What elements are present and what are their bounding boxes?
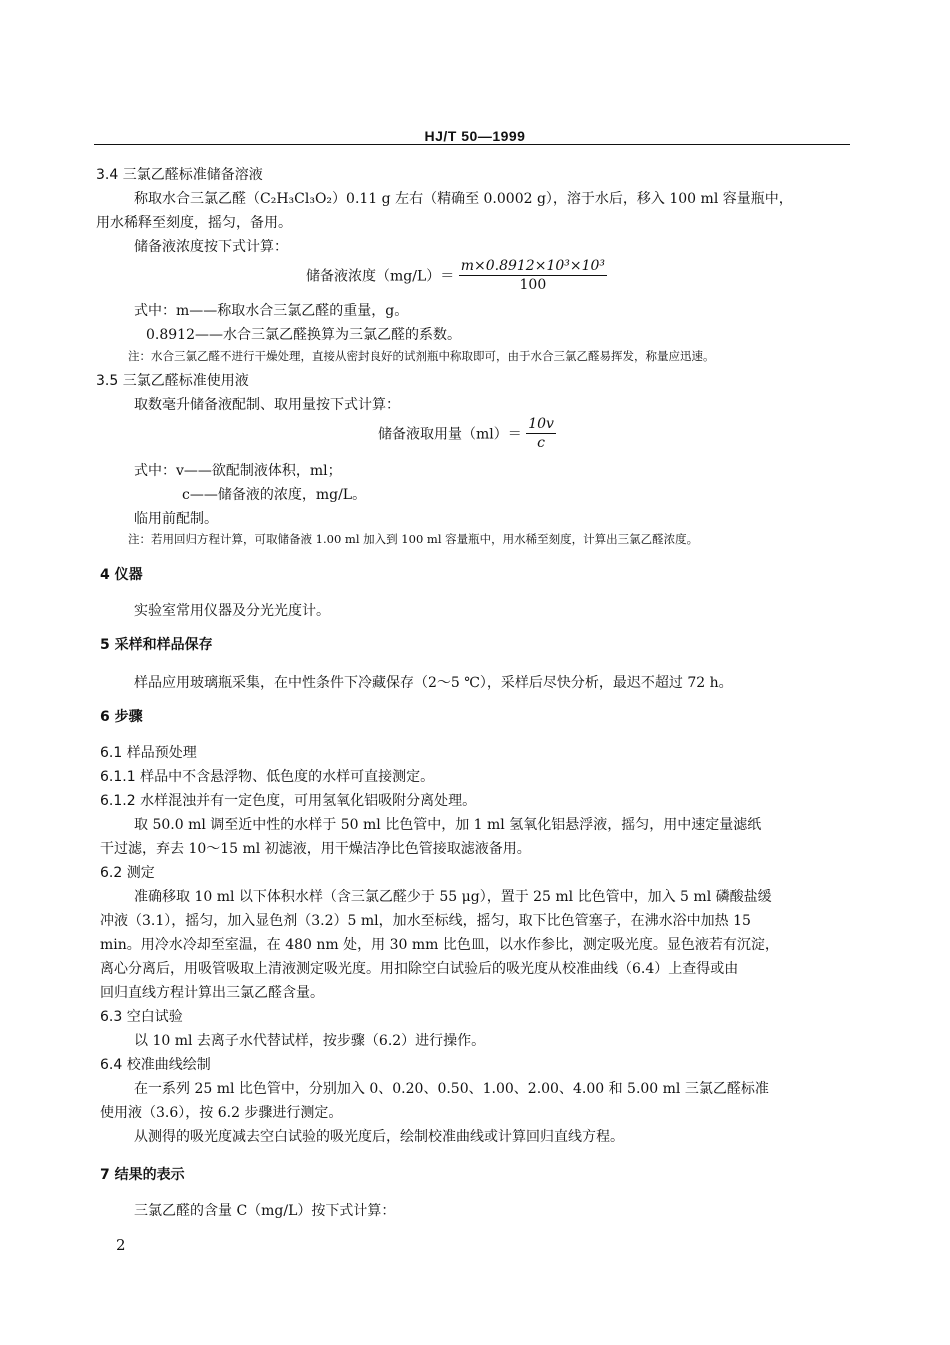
section-6-1-2-para-2: 干过滤，弃去 10～15 ml 初滤液，用干燥洁净比色管接取滤液备用。 — [100, 841, 531, 857]
section-6-4-title: 6.4 校准曲线绘制 — [100, 1057, 211, 1073]
section-6-3-para-1: 以 10 ml 去离子水代替试样，按步骤（6.2）进行操作。 — [134, 1033, 486, 1049]
section-6-4-para-1: 在一系列 25 ml 比色管中，分别加入 0、0.20、0.50、1.00、2.00、4.00 和 5.00 ml 三氯乙醛标准 — [134, 1081, 769, 1097]
header-rule — [94, 144, 850, 145]
section-6-2-para-4: 离心分离后，用吸管吸取上清液测定吸光度。用扣除空白试验后的吸光度从校准曲线（6.4）上查得或由 — [100, 961, 739, 977]
stock-concentration-formula — [306, 258, 607, 293]
section-6-2-para-3: min。用冷水冷却至室温，在 480 nm 处，用 30 mm 比色皿，以水作参比，测定吸光度。显色液若有沉淀， — [100, 937, 779, 953]
section-6-1-2: 6.1.2 水样混浊并有一定色度，可用氢氧化铝吸附分离处理。 — [100, 793, 477, 809]
formula-denominator: 100 — [519, 277, 547, 293]
section-3-4-title: 3.4 三氯乙醛标准储备溶液 — [96, 167, 263, 183]
section-6-3-title: 6.3 空白试验 — [100, 1009, 183, 1025]
formula-lhs: 储备液浓度（mg/L）＝ — [306, 268, 455, 285]
formula-lhs: 储备液取用量（ml）＝ — [378, 426, 522, 443]
formula-numerator: 10v — [528, 416, 554, 432]
usage-volume-formula — [378, 416, 556, 451]
section-6-1-1: 6.1.1 样品中不含悬浮物、低色度的水样可直接测定。 — [100, 769, 435, 785]
section-6-1-title: 6.1 样品预处理 — [100, 745, 197, 761]
section-3-5-para-2: 临用前配制。 — [134, 511, 218, 527]
section-6-title: 6 步骤 — [100, 709, 143, 725]
section-6-4-para-2: 使用液（3.6），按 6.2 步骤进行测定。 — [100, 1105, 343, 1121]
section-5-title: 5 采样和样品保存 — [100, 637, 213, 653]
page-number: 2 — [116, 1236, 126, 1254]
section-4-title: 4 仪器 — [100, 567, 143, 583]
section-3-4-para-1: 称取水合三氯乙醛（C₂H₃Cl₃O₂）0.11 g 左右（精确至 0.0002 g），溶于水后，移入 100 ml 容量瓶中， — [134, 191, 793, 207]
section-3-5-para-1: 取数毫升储备液配制、取用量按下式计算： — [134, 397, 400, 413]
section-7-para-1: 三氯乙醛的含量 C（mg/L）按下式计算： — [134, 1203, 396, 1219]
section-6-2-para-2: 冲液（3.1），摇匀，加入显色剂（3.2）5 ml，加水至标线，摇匀，取下比色管塞子，在沸水浴中加热 15 — [100, 913, 751, 929]
formula-fraction — [459, 258, 607, 293]
section-3-4-note: 注：水合三氯乙醛不进行干燥处理，直接从密封良好的试剂瓶中称取即可，由于水合三氯乙醛易挥发，称量应迅速。 — [128, 349, 715, 363]
section-7-title: 7 结果的表示 — [100, 1167, 185, 1183]
section-3-4-para-3: 储备液浓度按下式计算： — [134, 239, 288, 255]
section-4-para-1: 实验室常用仪器及分光光度计。 — [134, 603, 330, 619]
section-3-5-where-2: c——储备液的浓度，mg/L。 — [182, 487, 367, 503]
section-3-4-where-2: 0.8912——水合三氯乙醛换算为三氯乙醛的系数。 — [146, 327, 461, 343]
section-3-5-title: 3.5 三氯乙醛标准使用液 — [96, 373, 249, 389]
section-6-2-para-5: 回归直线方程计算出三氯乙醛含量。 — [100, 985, 324, 1001]
section-3-5-note: 注：若用回归方程计算，可取储备液 1.00 ml 加入到 100 ml 容量瓶中，用水稀至刻度，计算出三氯乙醛浓度。 — [128, 532, 699, 546]
section-3-5-where-1: 式中：v——欲配制液体积，ml； — [134, 463, 342, 479]
section-6-2-para-1: 准确移取 10 ml 以下体积水样（含三氯乙醛少于 55 μg），置于 25 ml 比色管中，加入 5 ml 磷酸盐缓 — [134, 889, 772, 905]
formula-denominator: c — [537, 435, 545, 451]
section-6-4-para-3: 从测得的吸光度减去空白试验的吸光度后，绘制校准曲线或计算回归直线方程。 — [134, 1129, 624, 1145]
document-code-header: HJ/T 50—1999 — [424, 128, 526, 144]
section-6-2-title: 6.2 测定 — [100, 865, 155, 881]
section-5-para-1: 样品应用玻璃瓶采集，在中性条件下冷藏保存（2～5 ℃），采样后尽快分析，最迟不超过 72 h。 — [134, 675, 733, 691]
section-3-4-where-1: 式中：m——称取水合三氯乙醛的重量，g。 — [134, 303, 409, 319]
formula-fraction — [526, 416, 556, 451]
formula-numerator: m×0.8912×10³×10³ — [460, 258, 606, 274]
section-3-4-para-2: 用水稀释至刻度，摇匀，备用。 — [96, 215, 292, 231]
section-6-1-2-para-1: 取 50.0 ml 调至近中性的水样于 50 ml 比色管中，加 1 ml 氢氧化铝悬浮液，摇匀，用中速定量滤纸 — [134, 817, 762, 833]
